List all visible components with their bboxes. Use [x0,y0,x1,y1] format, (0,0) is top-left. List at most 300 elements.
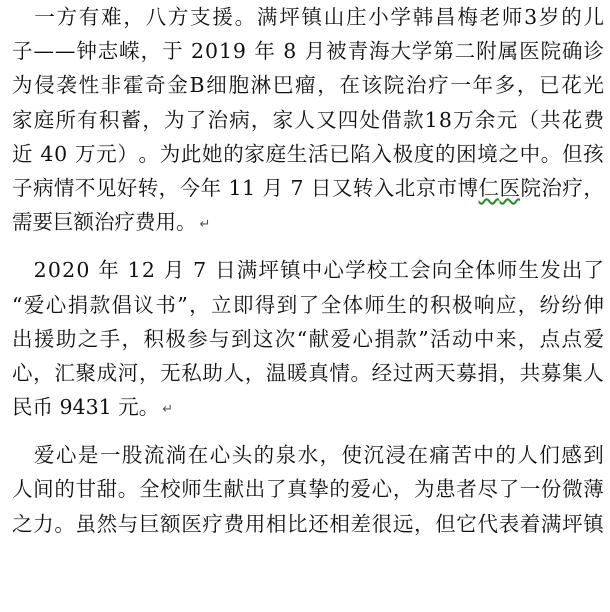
document-body [12,0,604,541]
text-char: 款 [89,292,111,317]
text-char: 与 [117,511,139,536]
text-char: 爱 [583,326,604,351]
text-char: 募 [540,360,562,385]
text-char: 病 [229,107,250,132]
text-char: 虽 [75,511,96,536]
text-char: 2 [62,258,76,283]
paragraph-mark-icon: ↵ [199,217,211,233]
text-char: 支 [190,5,211,29]
text-char: ， [319,443,341,468]
text-char: 0 [47,258,61,283]
text-char: 全 [453,258,474,283]
text-char [247,34,254,68]
text-char: 困 [456,141,477,166]
text-char: 近 [12,141,33,166]
text-char: 用 [244,511,266,536]
text-char [91,253,98,287]
text-char [185,253,192,287]
text-char: 今 [179,175,201,200]
text-char: 多 [494,73,516,98]
text-char: 浸 [385,443,406,468]
text-char: 疗 [562,175,583,200]
text-char: 沉 [363,443,384,468]
text-char: 的 [253,443,275,468]
text-char: 生 [202,477,223,502]
text-char: 4 [40,141,54,166]
text-char: 次 [274,326,296,351]
text-char: 有 [78,5,100,29]
text-char: 0 [76,258,90,283]
text-char: 伸 [583,292,604,317]
text-char: 梅 [457,5,478,29]
text-char: 二 [454,39,476,64]
text-char: 于 [162,39,183,64]
text-char: 巨 [138,511,160,536]
text-char: 应 [495,292,517,317]
text-char: 力 [33,511,54,536]
text-char: 难 [101,5,122,29]
text-char: 又 [331,175,353,200]
text-char: 了 [185,107,207,132]
text-char: 年 [472,73,494,98]
text-char: 师 [181,477,202,502]
text-char: 费 [223,511,245,536]
text-char: 家 [12,107,33,132]
text-char: 心 [323,258,344,283]
text-char: 共 [540,107,561,132]
text-char: 。 [234,5,256,29]
text-char: 非 [100,73,122,98]
text-char: ， [517,326,539,351]
text-char: 医 [499,175,520,200]
text-char: 点 [561,326,583,351]
text-char: 出 [12,326,33,351]
text-char: 月 [262,175,283,200]
text-char: 元 [496,107,518,132]
text-char: 人 [583,360,604,385]
text-char: 坪 [258,258,279,283]
text-char: 间 [33,477,54,502]
text-char: 2 [141,258,155,283]
text-char: ， [244,360,266,385]
text-char: 捐 [374,326,395,351]
text-char: ， [583,175,604,200]
text-char: 一 [519,477,541,502]
text-char: 全 [320,292,342,317]
text-char: 手 [99,326,121,351]
text-char: 然 [96,511,118,536]
text-char: 活 [430,326,451,351]
text-char: 已 [539,73,560,98]
text-char [12,0,33,34]
text-char: 胞 [228,73,249,98]
text-char: 所 [55,107,76,132]
text-char: 心 [352,326,373,351]
text-char: 出 [561,258,583,283]
text-char [33,137,40,171]
text-char: 成 [96,360,118,385]
text-char: 0 [54,141,68,166]
text-char: 儿 [583,5,604,29]
text-char: 薄 [583,477,604,502]
text-char: 确 [561,39,583,64]
text-char: 坪 [279,5,300,29]
text-char: 体 [475,258,496,283]
text-char: 金 [167,73,188,98]
text-char: 侵 [34,73,55,98]
text-char: 淋 [250,73,272,98]
text-char: 日 [310,175,332,200]
text-char: ， [140,39,162,64]
text-line [12,288,604,322]
text-char: 还 [308,511,329,536]
paragraph-gap [12,424,604,438]
text-char: 学 [411,39,433,64]
text-line [12,0,604,34]
paragraph-3 [12,438,604,541]
text-char: 2 [33,258,47,283]
text-line [12,137,604,171]
text-char: （ [518,107,539,132]
text-char: 真 [308,360,329,385]
text-char: 尽 [477,477,498,502]
text-char: 头 [231,443,253,468]
text-char: 的 [495,443,516,468]
text-char: 得 [254,292,276,317]
text-char: 体 [342,292,363,317]
text-char: ， [317,73,338,98]
text-char: 极 [452,292,473,317]
text-char: 北 [394,175,416,200]
text-char: ， [33,360,54,385]
text-char: 积 [430,292,451,317]
text-char: 情 [53,175,75,200]
text-char: 已 [329,141,350,166]
text-char: 极 [392,141,414,166]
text-char: 爱 [350,477,371,502]
text-char: 但 [561,141,583,166]
text-char: 之 [77,326,99,351]
text-char: 8 [438,107,452,132]
text-char: 入 [373,175,395,200]
text-char: 来 [495,326,517,351]
text-line [12,438,604,472]
text-char: ， [392,477,414,502]
text-line [12,34,604,68]
text-char: 助 [202,360,223,385]
text-char: ” [177,292,188,317]
text-char: 庄 [345,5,367,29]
text-char: 为 [413,477,435,502]
text-char: 庭 [33,107,55,132]
text-char: 的 [561,5,582,29]
text-char: 人 [517,443,538,468]
text-line [12,103,604,137]
text-char: ， [123,5,144,29]
text-char: 活 [307,141,329,166]
text-char: 在 [187,443,209,468]
text-char: 之 [498,141,519,166]
text-char: 光 [583,73,604,98]
text-char: 发 [540,258,561,283]
text-char: 人 [12,477,33,502]
text-char: 中 [473,326,495,351]
text-char: 海 [369,39,390,64]
text-char: 8 [283,39,297,64]
text-char: 镇 [583,511,604,536]
text-char [156,253,163,287]
text-char: 余 [474,107,496,132]
text-char: 生 [518,258,539,283]
text-char: 苦 [451,443,472,468]
text-char: ” [418,326,429,351]
text-char: 转 [352,175,374,200]
text-char: 爱 [330,326,352,351]
text-char: 很 [371,511,393,536]
text-char [207,253,214,287]
text-char: 镇 [280,258,301,283]
text-char: 倡 [111,292,133,317]
text-char: 岁 [538,5,560,29]
text-char: “ [12,292,23,317]
text-char: ， [121,326,143,351]
text-char: 献 [308,326,330,351]
text-char: ， [498,360,520,385]
text-char: 又 [316,107,337,132]
text-char: 出 [244,477,266,502]
text-char: 全 [138,477,160,502]
text-char: B [189,73,205,98]
text-char: 的 [408,292,429,317]
text-char: 师 [364,292,385,317]
text-char: 使 [341,443,363,468]
text-char: 的 [329,477,350,502]
text-char: 共 [519,360,541,385]
text-char: 相 [265,511,287,536]
text-char: 聚 [75,360,96,385]
text-char: 年 [98,258,119,283]
text-char: 的 [223,141,244,166]
text-char: 人 [223,360,245,385]
text-char: 暖 [287,360,308,385]
text-char: 书 [155,292,176,317]
text-char: 相 [329,511,350,536]
text-char: 学 [345,258,366,283]
text-char: 过 [392,360,414,385]
text-char: 之 [12,511,33,536]
text-char: 人 [294,107,315,132]
text-char: 仁 [478,175,500,200]
text-char: 师 [501,5,523,29]
text-char: 病 [32,175,54,200]
text-char: 一 [450,73,471,98]
text-char: 为 [12,73,33,98]
text-char: 霍 [122,73,144,98]
text-char: 援 [33,326,55,351]
text-char: 借 [381,107,402,132]
text-char: 度 [413,141,435,166]
text-char: 蓄 [120,107,142,132]
text-char: 9 [232,39,246,64]
text-char: “ [296,326,308,351]
text-char: 了 [498,477,520,502]
text-char: 了 [583,258,604,283]
text-char: 到 [231,326,252,351]
text-char: 的 [54,477,75,502]
text-char: 入 [371,141,392,166]
text-line-content: 需要巨额治疗费用。 [12,210,197,235]
text-char: 花 [561,73,582,98]
text-char: 助 [55,326,77,351]
text-char: 纷 [539,292,561,317]
text-char: 生 [386,292,407,317]
text-char [12,438,33,472]
text-char [12,253,33,287]
text-line [12,253,604,287]
text-char: 情 [329,360,350,385]
text-char: 到 [276,292,298,317]
text-char: 1 [242,175,256,200]
text-char: 股 [121,443,143,468]
text-char: 。 [117,477,139,502]
text-char: 积 [143,326,164,351]
text-char: 万 [75,141,96,166]
text-char: 生 [286,141,308,166]
text-char [276,34,283,68]
text-line-last [12,205,604,239]
text-char: 是 [77,443,99,468]
text-char: 满 [256,5,278,29]
text-char: 疗 [202,511,223,536]
text-char: 在 [339,73,360,98]
text-char: 中 [473,443,494,468]
text-char: 不 [74,175,96,200]
text-char: ） [117,141,138,166]
text-char: 款 [402,107,424,132]
text-char [304,171,311,205]
text-char: 泉 [275,443,297,468]
text-char: 嵘 [119,39,140,64]
text-char: ， [138,360,160,385]
text-char: 见 [95,175,117,200]
text-char: 天 [435,360,456,385]
text-char: 治 [405,73,427,98]
text-char: 比 [287,511,308,536]
paragraph-mark-icon: ↵ [162,402,174,418]
text-char [120,253,127,287]
text-char: 满 [236,258,258,283]
text-char: 温 [265,360,287,385]
text-char: ， [189,292,210,317]
text-line [12,472,604,506]
text-char: 心 [45,292,67,317]
text-char: 治 [207,107,228,132]
text-char: ， [516,73,538,98]
paragraph-2 [12,253,604,424]
text-char: 心 [55,443,77,468]
text-char: 子 [12,175,33,200]
text-char: 表 [498,511,520,536]
text-char: ， [413,511,435,536]
text-char: 这 [252,326,274,351]
text-char: 院 [383,73,405,98]
text-char: 医 [519,39,540,64]
text-char: 子 [12,39,33,64]
text-char: 境 [477,141,498,166]
text-char: 老 [479,5,501,29]
text-char: 动 [452,326,473,351]
text-char: 她 [202,141,223,166]
text-char: 1 [228,175,242,200]
text-char: 月 [304,39,326,64]
text-char: 属 [497,39,519,64]
text-char: 了 [298,292,320,317]
text-char: 代 [477,511,498,536]
text-char: 心 [209,443,231,468]
text-char: 中 [519,141,541,166]
text-char: 志 [97,39,119,64]
text-char: 向 [431,258,453,283]
text-line-last [12,390,604,424]
text-char: 月 [163,258,185,283]
text-char: — [33,39,54,64]
text-char [68,137,75,171]
text-char: 立 [211,292,232,317]
text-char: 捐 [67,292,89,317]
text-char: 医 [181,511,202,536]
text-char: 会 [410,258,431,283]
text-char: 四 [337,107,359,132]
text-char: 1 [218,39,232,64]
text-char: 院 [520,175,541,200]
text-char: 挚 [308,477,329,502]
text-char: 在 [407,443,428,468]
text-char: 院 [540,39,562,64]
text-char: 家 [272,107,294,132]
text-char: 私 [181,360,202,385]
text-char: 第 [433,39,454,64]
text-char: ， [142,107,163,132]
text-char: 为 [164,107,185,132]
text-char: 博 [457,175,479,200]
text-char: 微 [562,477,583,502]
text-char: 为 [159,141,181,166]
text-char: 坪 [562,511,583,536]
text-char: 校 [160,477,181,502]
text-line [12,68,604,102]
text-char: 纷 [561,292,583,317]
text-char: 疗 [428,73,449,98]
text-char: 募 [456,360,477,385]
text-char: 议 [133,292,154,317]
text-char: 韩 [412,5,434,29]
text-char: 方 [56,5,78,29]
text-char: 真 [287,477,308,502]
text-char: 1 [424,107,438,132]
text-char: 心 [12,360,33,385]
text-char: ， [250,107,272,132]
text-char: 八 [145,5,167,29]
text-char: 镇 [301,5,322,29]
text-char: 方 [167,5,189,29]
text-char: 与 [209,326,230,351]
text-char: 此 [180,141,202,166]
text-char: 京 [415,175,437,200]
text-char: 参 [187,326,208,351]
text-char: 响 [473,292,495,317]
text-char: 差 [350,511,371,536]
text-char: 3 [524,5,538,29]
